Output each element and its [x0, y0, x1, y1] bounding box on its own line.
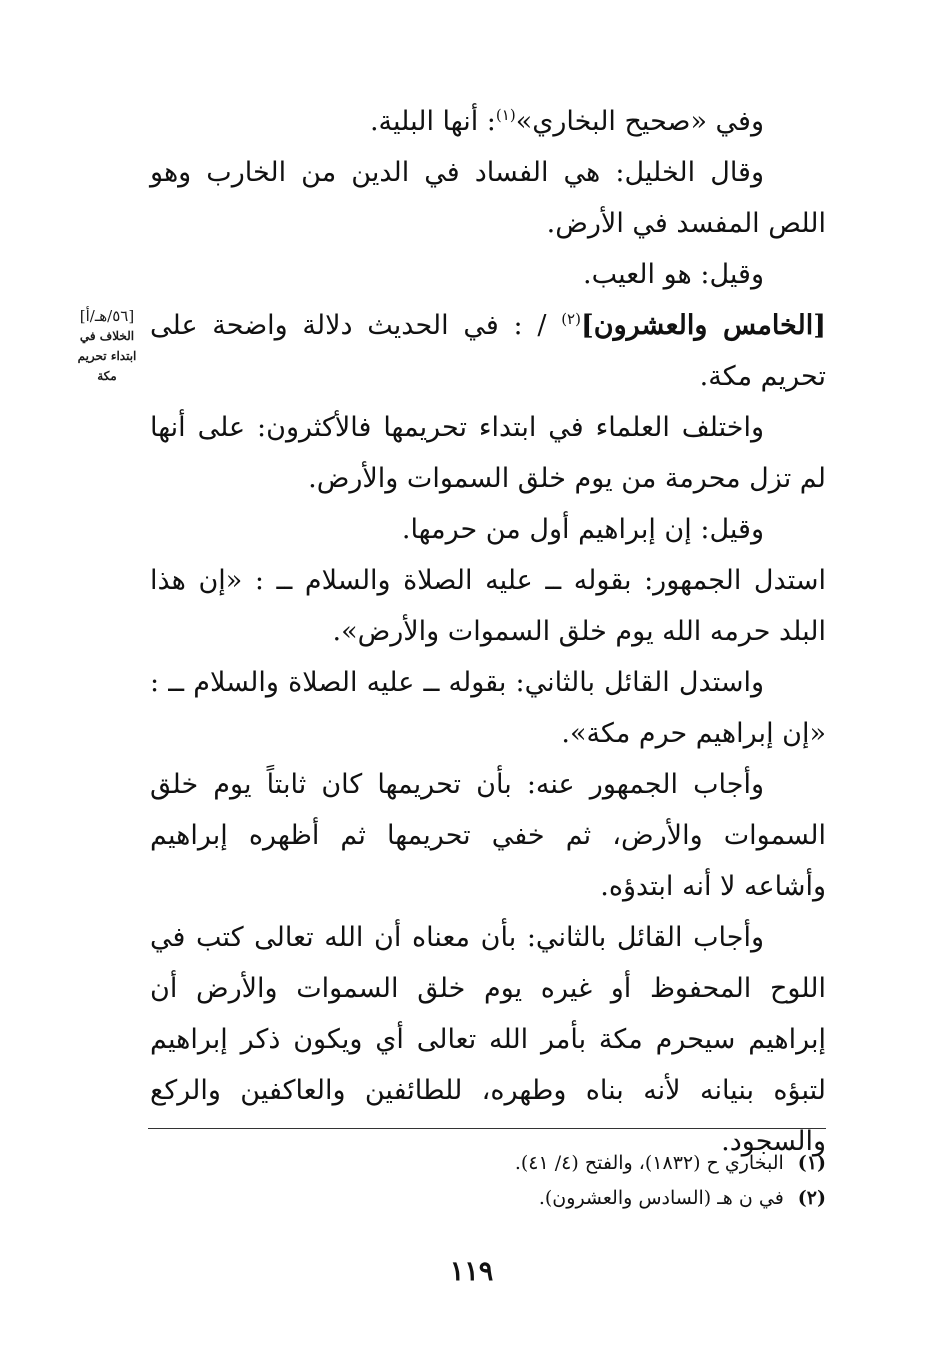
paragraph-1-text: وفي «صحيح البخاري» — [515, 106, 764, 137]
section-heading: [الخامس والعشرون] — [580, 310, 826, 341]
footnote-1 — [300, 1146, 826, 1181]
footnote-2-text: في ن هـ (السادس والعشرون). — [538, 1187, 784, 1209]
paragraph-3: وقيل: هو العيب. — [583, 259, 764, 290]
margin-note — [58, 306, 156, 386]
paragraph-1-rest: : أنها البلية. — [369, 106, 496, 137]
margin-note-line-1: الخلاف في — [79, 329, 135, 343]
main-text-body — [150, 96, 826, 1167]
paragraph-10: وأجاب القائل بالثاني: بأن معناه أن الله تعالى كتب في اللوح المحفوظ أو غيره يوم خلق السموات والأرض أن إبراهيم سيحرم مكة بأمر الله تعالى أي ويكون ذكر إبراهيم لتبؤه بنيانه لأنه بناه وطهره، للطائفين والعاكفين والركع والسجود. — [150, 922, 826, 1157]
page-number: ١١٩ — [449, 1256, 494, 1287]
paragraph-4 — [150, 300, 826, 402]
paragraph-6: وقيل: إن إبراهيم أول من حرمها. — [401, 514, 764, 545]
footnote-1-text: البخاري ح (١٨٣٢)، والفتح (٤/ ٤١). — [514, 1152, 784, 1174]
footnote-ref-2[interactable]: (٢) — [561, 310, 581, 328]
footnote-ref-1[interactable]: (١) — [495, 106, 516, 124]
margin-note-line-3: مكة — [97, 369, 117, 383]
manuscript-folio-ref: [٥٦/هـ/أ] — [79, 307, 135, 325]
footnote-2-number: (٢) — [797, 1187, 826, 1209]
footnotes — [300, 1146, 826, 1216]
paragraph-5: واختلف العلماء في ابتداء تحريمها فالأكثرون: على أنها لم تزل محرمة من يوم خلق السموات والأرض. — [150, 412, 826, 494]
footnote-divider — [148, 1128, 826, 1129]
paragraph-2: وقال الخليل: هي الفساد في الدين من الخارب وهو اللص المفسد في الأرض. — [150, 157, 826, 239]
margin-note-line-2: ابتداء تحريم — [77, 349, 137, 363]
paragraph-7: استدل الجمهور: بقوله ــ عليه الصلاة والسلام ــ : «إن هذا البلد حرمه الله يوم خلق السموات والأرض». — [150, 565, 826, 647]
paragraph-4-text: / : في الحديث دلالة واضحة على تحريم مكة. — [150, 310, 826, 392]
paragraph-1 — [150, 96, 826, 147]
footnote-1-number: (١) — [797, 1152, 826, 1174]
paragraph-9: وأجاب الجمهور عنه: بأن تحريمها كان ثابتاً يوم خلق السموات والأرض، ثم خفي تحريمها ثم أظهره إبراهيم وأشاعه لا أنه ابتدؤه. — [150, 769, 826, 902]
footnote-2 — [300, 1181, 826, 1216]
paragraph-8: واستدل القائل بالثاني: بقوله ــ عليه الصلاة والسلام ــ : «إن إبراهيم حرم مكة». — [150, 667, 826, 749]
